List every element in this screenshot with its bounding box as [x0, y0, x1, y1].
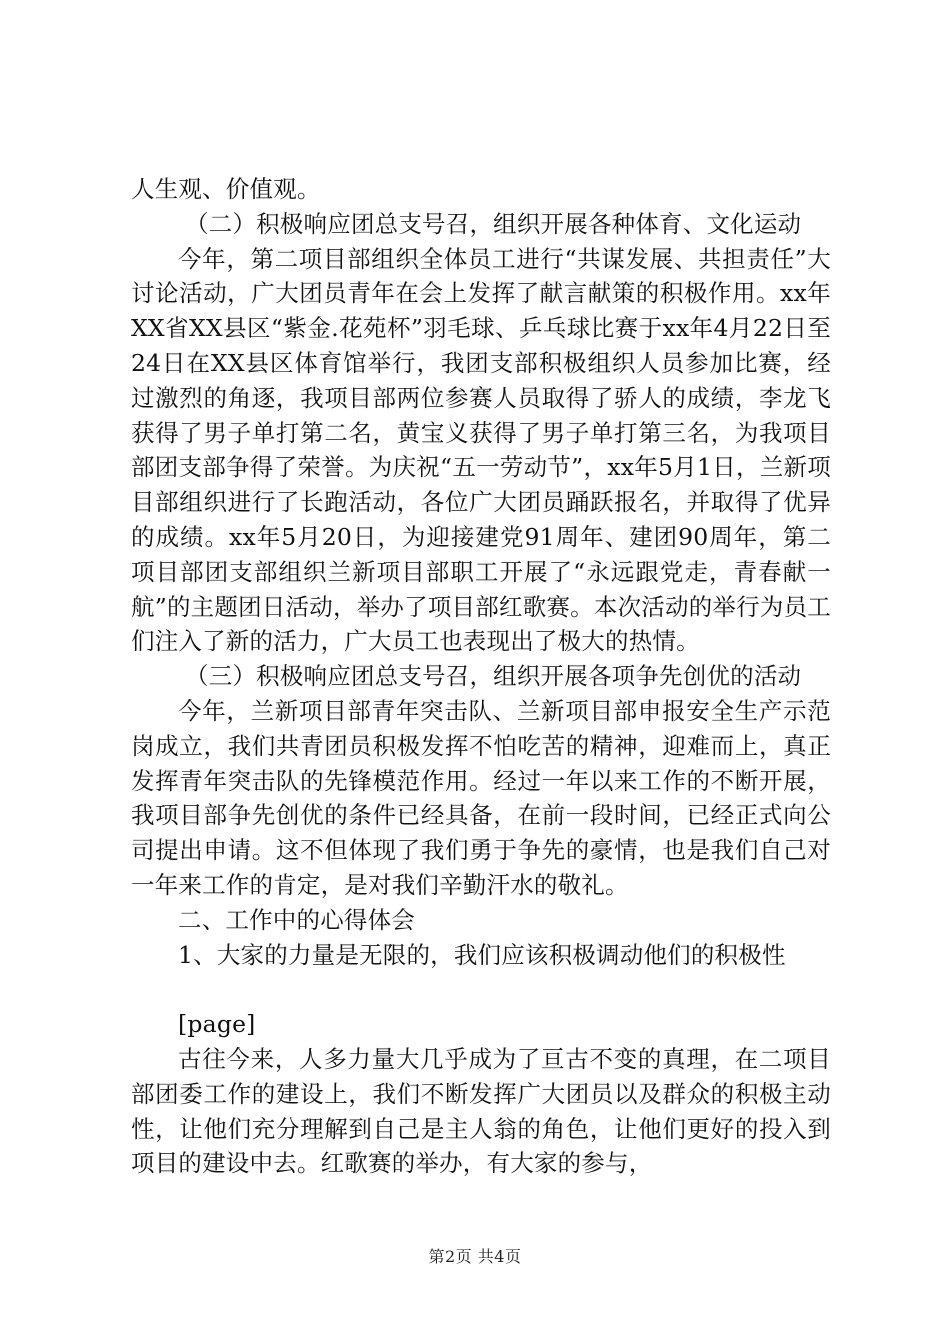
paragraph-sports-activities: 今年，第二项目部组织全体员工进行“共谋发展、共担责任”大讨论活动，广大团员青年在会上发挥了献言献策的积极作用。xx年XX省XX县区“紫金.花苑杯”羽毛球、乒乓球比赛于xx年4月22日至24日在XX县区体育馆举行，我团支部积极组织人员参加比赛，经过激烈的角逐，我项目部两位参赛人员取得了骄人的成绩，李龙飞获得了男子单打第二名，黄宝义获得了男子单打第三名，为我项目部团支部争得了荣誉。为庆祝“五一劳动节”，xx年5月1日，兰新项目部组织进行了长跑活动，各位广大团员踊跃报名，并取得了优异的成绩。xx年5月20日，为迎接建党91周年、建团90周年，第二项目部团支部组织兰新项目部职工开展了“永远跟党走，青春献一航”的主题团日活动，举办了项目部红歌赛。本次活动的举行为员工们注入了新的活力，广大员工也表现出了极大的热情。 [131, 244, 831, 656]
section-heading-experience: 二、工作中的心得体会 [178, 905, 415, 934]
page-number-footer: 第2页 共4页 [428, 1247, 522, 1266]
page-marker: [page] [178, 1010, 256, 1039]
document-body [131, 172, 831, 1181]
section-heading-3: （三）积极响应团总支号召，组织开展各项争先创优的活动 [185, 662, 802, 691]
paragraph-collective-strength: 古往今来，人多力量大几乎成为了亘古不变的真理，在二项目部团委工作的建设上，我们不断发挥广大团员以及群众的积极主动性，让他们充分理解到自己是主人翁的角色，让他们更好的投入到项目的建设中去。红歌赛的举办，有大家的参与， [131, 1044, 831, 1178]
section-heading-2: （二）积极响应团总支号召，组织开展各种体育、文化运动 [185, 209, 802, 238]
subheading-1: 1、大家的力量是无限的，我们应该积极调动他们的积极性 [178, 940, 786, 969]
paragraph-continuation: 人生观、价值观。 [131, 175, 321, 203]
blank-line [131, 972, 831, 1007]
paragraph-excellence-activities: 今年，兰新项目部青年突击队、兰新项目部申报安全生产示范岗成立，我们共青团员积极发挥不怕吃苦的精神，迎难而上，真正发挥青年突击队的先锋模范作用。经过一年以来工作的不断开展，我项目部争先创优的条件已经具备，在前一段时间，已经正式向公司提出申请。这不但体现了我们勇于争先的豪情，也是我们自己对一年来工作的肯定，是对我们辛勤汗水的敬礼。 [131, 696, 831, 899]
